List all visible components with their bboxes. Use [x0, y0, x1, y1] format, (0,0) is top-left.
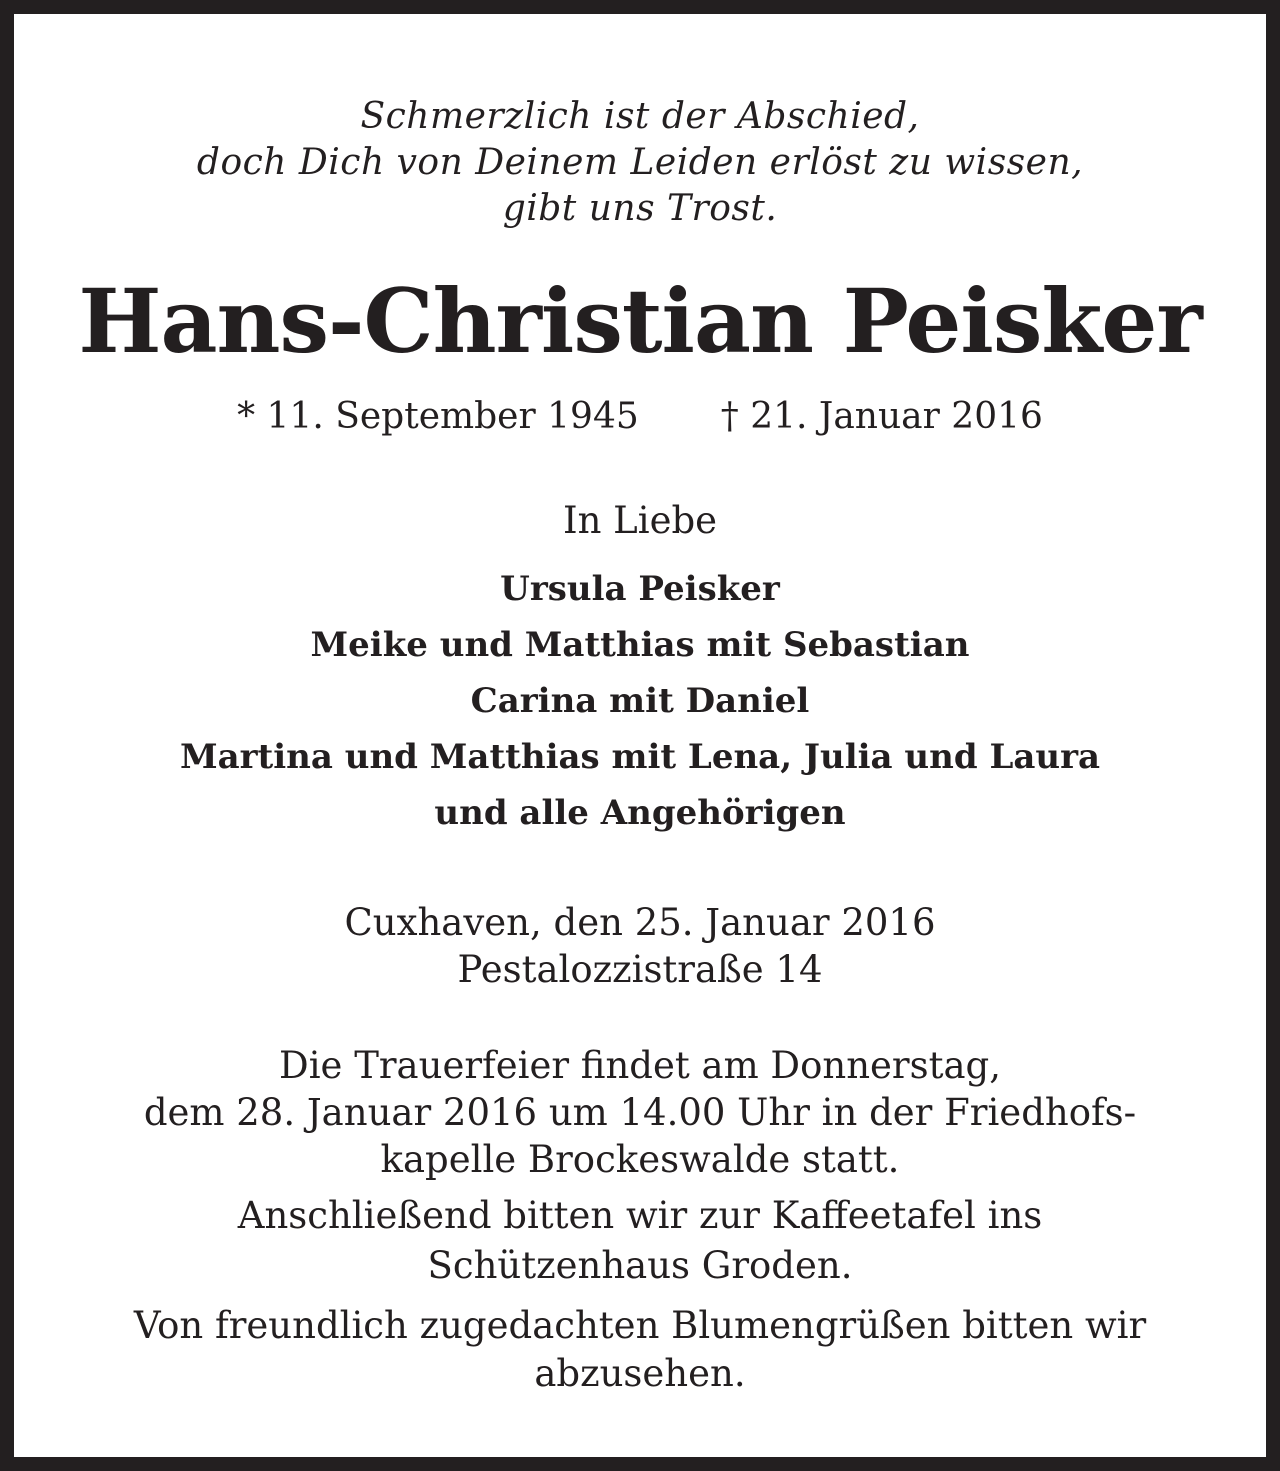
- mourner-line: Ursula Peisker: [500, 569, 780, 609]
- coffee-notice-line: Anschließend bitten wir zur Kaffeetafel ins: [237, 1194, 1043, 1237]
- motto: [28, 94, 1252, 232]
- mourners-list: [28, 561, 1252, 841]
- funeral-notice-line: dem 28. Januar 2016 um 14.00 Uhr in der Friedhofs-: [143, 1091, 1137, 1134]
- birth-date: * 11. September 1945: [237, 396, 639, 437]
- motto-line: doch Dich von Deinem Leiden erlöst zu wissen,: [196, 142, 1084, 183]
- flowers-notice-line: abzusehen.: [534, 1352, 746, 1395]
- funeral-notice-line: kapelle Brockeswalde statt.: [380, 1138, 900, 1181]
- address-line: Pestalozzistraße 14: [457, 948, 823, 991]
- mourner-line: Martina und Matthias mit Lena, Julia und Laura: [179, 737, 1101, 777]
- flowers-notice-line: Von freundlich zugedachten Blumengrüßen bitten wir: [133, 1304, 1147, 1347]
- funeral-notice: [28, 1042, 1252, 1183]
- coffee-notice-line: Schützenhaus Groden.: [427, 1244, 853, 1287]
- mourner-line: und alle Angehörigen: [434, 793, 846, 833]
- motto-line: gibt uns Trost.: [502, 188, 778, 229]
- mourner-line: Meike und Matthias mit Sebastian: [310, 625, 970, 665]
- mourner-line: Carina mit Daniel: [470, 681, 810, 721]
- in-love-label: In Liebe: [562, 499, 718, 542]
- flowers-notice: [28, 1302, 1252, 1398]
- funeral-notice-line: Die Trauerfeier findet am Donnerstag,: [279, 1044, 1001, 1087]
- death-date: † 21. Januar 2016: [720, 396, 1043, 437]
- coffee-notice: [28, 1191, 1252, 1291]
- place-date-line: Cuxhaven, den 25. Januar 2016: [344, 901, 936, 944]
- deceased-name: Hans-Christian Peisker: [78, 269, 1202, 373]
- life-dates: [28, 394, 1252, 440]
- place-and-date: [28, 899, 1252, 993]
- motto-line: Schmerzlich ist der Abschied,: [360, 96, 920, 137]
